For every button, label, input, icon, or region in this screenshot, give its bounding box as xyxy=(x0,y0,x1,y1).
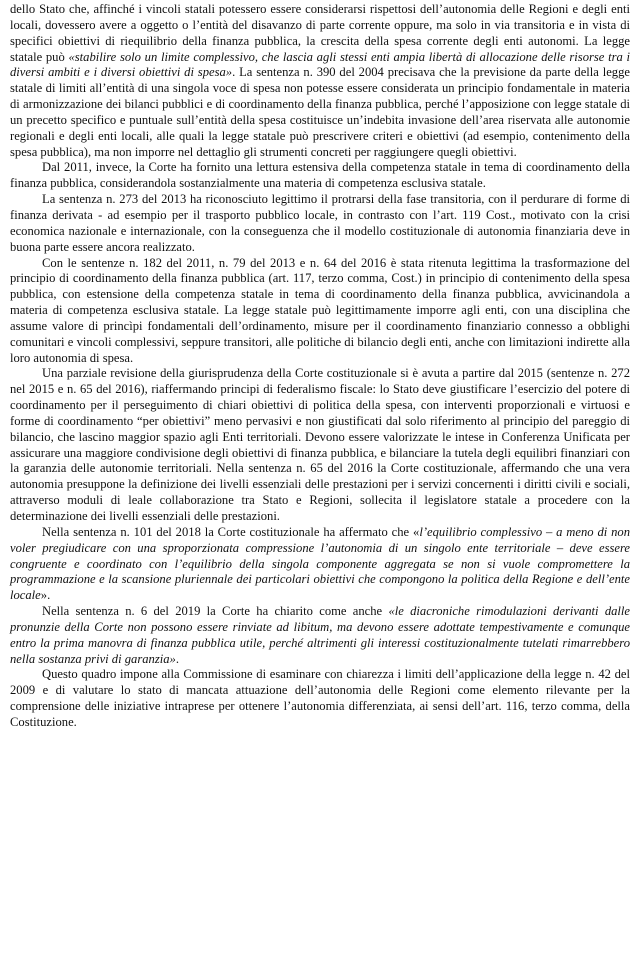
text-run: Dal 2011, invece, la Corte ha fornito una lettura estensiva della competenza statale in tema di coordinamento della finanza pubblica, considerandola sostanzialmente una materia di competenza esclusiva statale. xyxy=(10,160,630,191)
text-run: Con le sentenze n. 182 del 2011, n. 79 del 2013 e n. 64 del 2016 è stata ritenuta legittima la trasformazione del principio di coordinamento della finanza pubblica (art. 117, terzo comma, Cost.) in principio di contenimento della spesa pubblica, con estensione della competenza statale in tema di coordinamento della finanza pubblica, avvicinandola a materia di competenza esclusiva statale. La legge statale può legittimamente imporre agli enti, con una disciplina che assume valore di princìpi fondamentali dell’ordinamento, misure per il coordinamento finanziario connesso a obblighi comunitari e vincoli complessivi, seppure transitori, alle politiche di bilancio degli enti, anche con limitazioni indirette alla loro autonomia di spesa. xyxy=(10,255,630,365)
paragraph xyxy=(10,160,630,192)
paragraph xyxy=(10,256,630,367)
paragraph xyxy=(10,604,630,667)
text-run: ». xyxy=(40,588,51,603)
text-run: Nella sentenza n. 101 del 2018 la Corte costituzionale ha affermato che « xyxy=(42,524,420,539)
italic-quotation: «le diacroniche rimodulazioni derivanti dalle pronunzie della Corte non possono essere rinviate ad libitum, ma devono essere adottate tempestivamente e comunque entro la prima manovra di finanza pubblica utile, perché altrimenti gli interessi costituzionalmente tutelati rimarrebbero nella sostanza privi di garanzia» xyxy=(10,604,630,666)
paragraph xyxy=(10,525,630,604)
text-run: Una parziale revisione della giurisprudenza della Corte costituzionale si è avuta a partire dal 2015 (sentenze n. 272 nel 2015 e n. 65 del 2016), riaffermando principi di federalismo fiscale: lo Stato deve giustificare l’esercizio del potere di coordinamento per il perseguimento di chiari obiettivi di politica della spesa, con interventi proporzionali e virtuosi e forme di coordinamento “per obiettivi” meno pervasivi e non giustificati dal solo riferimento al principio del pareggio di bilancio, che lascino maggior spazio agli Enti territoriali. Devono essere valorizzate le intese in Conferenza Unificata per assicurare una maggiore condivisione degli obiettivi di finanza pubblica, e bilanciare la tutela degli equilibri finanziari con la garanzia delle autonomie territoriali. Nella sentenza n. 65 del 2016 la Corte costituzionale, affermando che una vera autonomia presuppone la definizione dei livelli essenziali delle prestazioni per i servizi concernenti i diritti civili e sociali, attraverso moduli di leale collaborazione tra Stato e Regioni, sollecita il legislatore statale a procedere con la determinazione dei livelli essenziali delle prestazioni. xyxy=(10,366,630,523)
paragraph xyxy=(10,192,630,255)
text-run: Questo quadro impone alla Commissione di esaminare con chiarezza i limiti dell’applicazione della legge n. 42 del 2009 e di valutare lo stato di mancata attuazione dell’autonomia delle Regioni come elemento rilevante per la comprensione delle iniziative intraprese per ottenere l’autonomia differenziata, ai sensi dell’art. 116, terzo comma, della Costituzione. xyxy=(10,667,630,729)
text-run: . La sentenza n. 390 del 2004 precisava che la previsione da parte della legge statale di limiti all’entità di una singola voce di spesa non potesse essere considerata un principio fondamentale in materia di armonizzazione dei bilanci pubblici e di coordinamento della finanza pubblica, perché l’apposizione con legge statale di un precetto specifico e puntuale sull’entità della spesa costituisce un’indebita invasione dell’area riservata alle autonomie regionali e degli enti locali, alle quali la legge statale può prescrivere criteri e obiettivi (ad esempio, contenimento della spesa pubblica), ma non imporre nel dettaglio gli strumenti concreti per raggiungere quegli obiettivi. xyxy=(10,65,630,159)
document-body xyxy=(10,2,630,731)
text-run: . xyxy=(175,651,179,666)
paragraph xyxy=(10,2,630,160)
text-run: Nella sentenza n. 6 del 2019 la Corte ha chiarito come anche xyxy=(42,604,389,619)
text-run: La sentenza n. 273 del 2013 ha riconosciuto legittimo il protrarsi della fase transitoria, con il perdurare di forme di finanza derivata - ad esempio per il trasporto pubblico locale, in contrasto con l’art. 119 Cost., motivato con la crisi economica nazionale e internazionale, con la conseguenza che il modello costituzionale di autonomia finanziaria deve in buona parte essere ancora realizzato. xyxy=(10,192,630,254)
paragraph xyxy=(10,667,630,730)
paragraph xyxy=(10,366,630,524)
text-run: dello Stato che, affinché i vincoli statali potessero essere considerarsi rispettosi dell’autonomia delle Regioni e degli enti locali, dovessero avere a oggetto o l’entità del disavanzo di parte corrente oppure, ma solo in via transitoria e in vista di specifici obiettivi di riequilibrio della finanza pubblica, la crescita della spesa corrente degli enti autonomi. La legge statale può xyxy=(10,2,630,64)
italic-quotation: «stabilire solo un limite complessivo, che lascia agli stessi enti ampia libertà di allocazione delle risorse tra i diversi ambiti e i diversi obiettivi di spesa» xyxy=(10,49,630,80)
italic-quotation: l’equilibrio complessivo – a meno di non voler pregiudicare con una sproporzionata compressione l’autonomia di un singolo ente territoriale – deve essere congruente e coordinato con l’equilibrio della singola componente aggregata se non si vuole compromettere la programmazione e la scansione pluriennale dei particolari obiettivi che compongono la politica della Regione e dell’ente locale xyxy=(10,524,631,603)
